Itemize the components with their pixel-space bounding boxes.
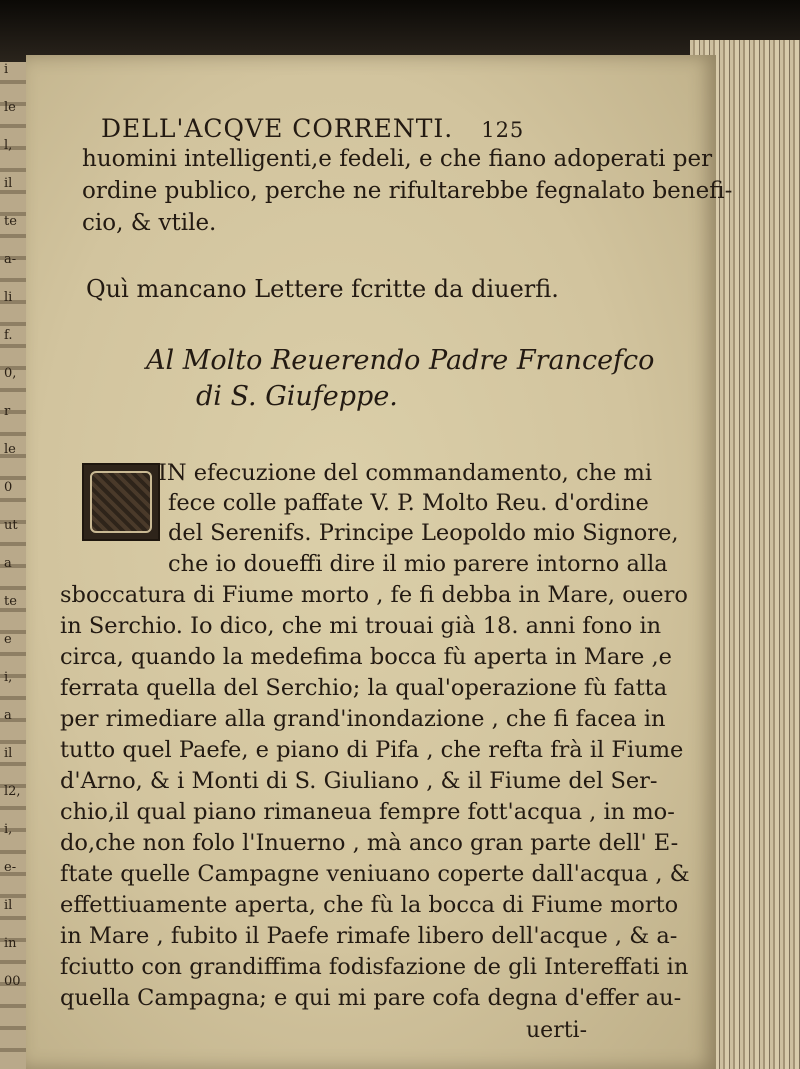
decorated-initial [82, 463, 160, 541]
text-line: che io doueffi dire il mio parere intorno alla [168, 551, 668, 577]
text-line: ftate quelle Campagne veniuano coperte dall'acqua , & [60, 861, 690, 887]
body-text: N efecuzione del commandamento, che mi [166, 460, 653, 486]
text-line: do,che non folo l'Inuerno , mà anco gran parte dell' E- [60, 830, 679, 856]
edge-fragment: 0 [4, 480, 13, 495]
text-line: del Serenifs. Principe Leopoldo mio Signore, [168, 520, 679, 546]
edge-fragment: l, [4, 138, 13, 153]
edge-fragment: 0, [4, 366, 17, 381]
text-line: quella Campagna; e qui mi pare cofa degna d'effer au- [60, 985, 682, 1011]
missing-letters-note: Quì mancano Lettere fcritte da diuerfi. [86, 275, 559, 303]
running-header [101, 113, 671, 146]
edge-fragment: a- [4, 252, 17, 267]
edge-fragment: il [4, 898, 13, 913]
edge-fragment: in [4, 936, 17, 951]
text-line: in Serchio. Io dico, che mi trouai già 18. anni fono in [60, 613, 662, 639]
edge-fragment: te [4, 214, 17, 229]
text-line: ordine publico, perche ne rifultarebbe fegnalato benefi- [82, 178, 733, 204]
edge-fragment: le [4, 100, 16, 115]
dropcap-letter: I [158, 460, 167, 486]
catchword: uerti- [526, 1018, 588, 1043]
edge-fragment: i, [4, 670, 13, 685]
edge-fragment: e- [4, 860, 17, 875]
text-line: per rimediare alla grand'inondazione , che fi facea in [60, 706, 666, 732]
edge-fragment: le [4, 442, 16, 457]
edge-fragment: il [4, 746, 13, 761]
edge-fragment: i, [4, 822, 13, 837]
header-title: DELL'ACQVE CORRENTI. [101, 114, 454, 143]
edge-fragment: 00 [4, 974, 21, 989]
edge-fragment: i [4, 62, 9, 77]
text-line: circa, quando la medefima bocca fù aperta in Mare ,e [60, 644, 672, 670]
edge-fragment: li [4, 290, 13, 305]
letter-address: Al Molto Reuerendo Padre Francefco [146, 345, 655, 376]
edge-fragment: f. [4, 328, 13, 343]
text-line: tutto quel Paefe, e piano di Pifa , che refta frà il Fiume [60, 737, 684, 763]
text-line: sboccatura di Fiume morto , fe fi debba in Mare, ouero [60, 582, 688, 608]
initial-ornament [90, 471, 152, 533]
edge-fragment: te [4, 594, 17, 609]
letter-address-line2: di S. Giufeppe. [196, 381, 398, 412]
edge-fragment: a [4, 556, 12, 571]
edge-fragment: il [4, 176, 13, 191]
text-line: in Mare , fubito il Paefe rimafe libero dell'acque , & a- [60, 923, 678, 949]
edge-fragment: ut [4, 518, 18, 533]
text-line: fece colle paffate V. P. Molto Reu. d'ordine [168, 490, 649, 516]
text-line: chio,il qual piano rimaneua fempre fott'acqua , in mo- [60, 799, 675, 825]
text-line: ferrata quella del Serchio; la qual'operazione fù fatta [60, 675, 668, 701]
edge-fragment: a [4, 708, 12, 723]
text-line: fciutto con grandiffima fodisfazione de gli Intereffati in [60, 954, 689, 980]
text-line: huomini intelligenti,e fedeli, e che fiano adoperati per [82, 146, 713, 172]
edge-fragment: r [4, 404, 11, 419]
edge-fragment: l2, [4, 784, 21, 799]
text-line: effettiuamente aperta, che fù la bocca di Fiume morto [60, 892, 679, 918]
text-line: d'Arno, & i Monti di S. Giuliano , & il Fiume del Ser- [60, 768, 658, 794]
text-line [158, 457, 728, 489]
book-page [26, 55, 733, 1069]
scan-top-border [0, 0, 800, 62]
page-number: 125 [481, 118, 525, 142]
text-line: cio, & vtile. [82, 210, 217, 236]
edge-fragment: e [4, 632, 12, 647]
